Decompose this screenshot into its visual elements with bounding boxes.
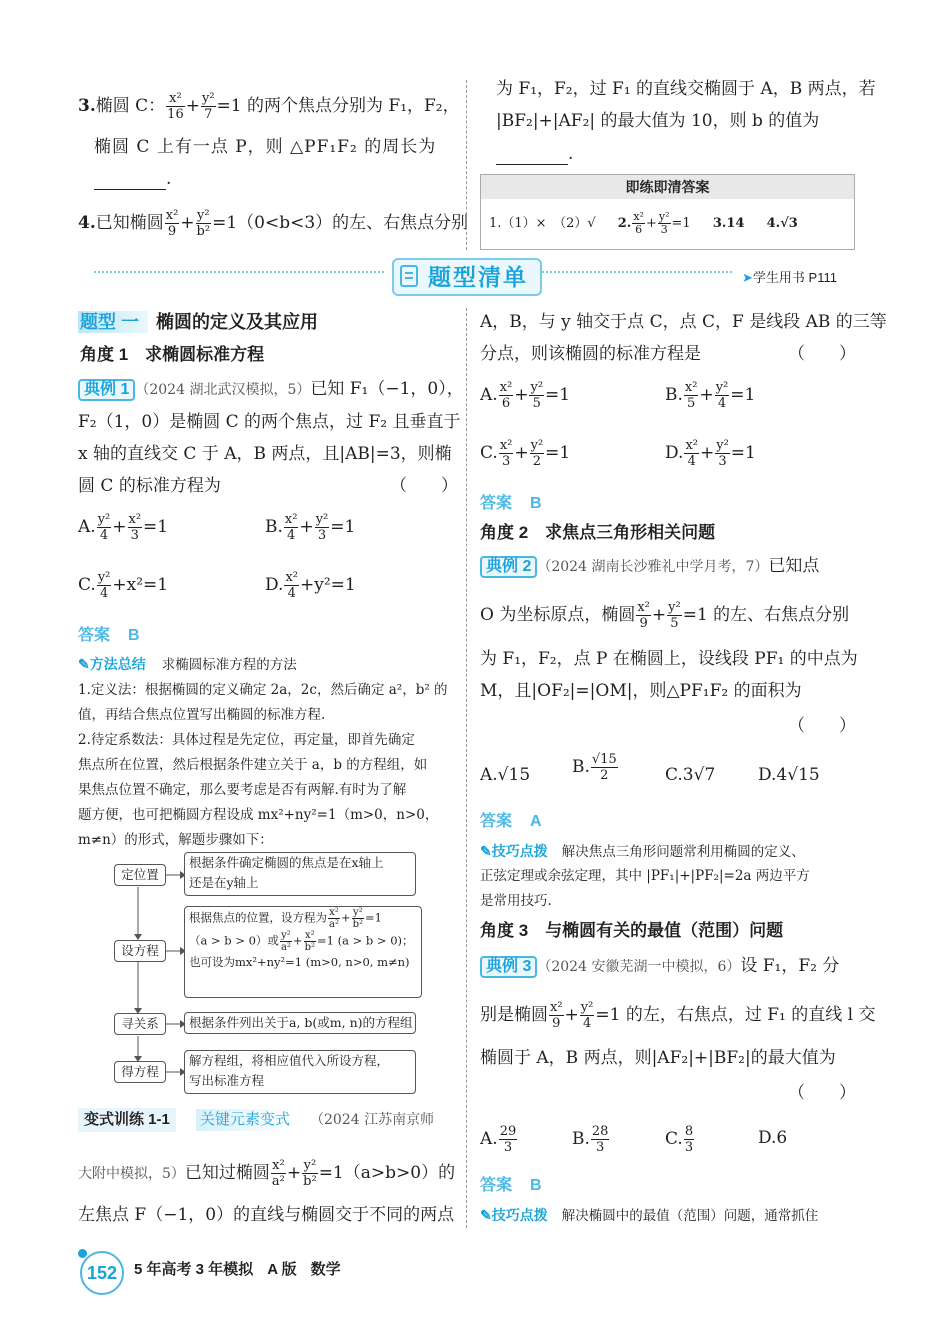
- ex1-option-c: C. $\frac{\text{y²}}{4}$ +x²=1: [78, 570, 169, 601]
- angle-3-heading: 角度 3 与椭圆有关的最值（范围）问题: [480, 921, 784, 940]
- method-line4: 焦点所在位置，然后根据条件建立关于 a，b 的方程组，如: [78, 757, 428, 773]
- flow-box-solve: 解方程组，将相应值代入所设方程， 写出标准方程: [184, 1050, 416, 1094]
- q4-line2: 为 F₁，F₂，过 F₁ 的直线交椭圆于 A，B 两点，若: [496, 79, 876, 99]
- method-line2: 值，再结合焦点位置写出椭圆的标准方程.: [78, 707, 326, 723]
- variant-option-a: A. $\frac{\text{x²}}{6}$ + $\frac{\text{y²}}{5}$ =1: [480, 380, 571, 411]
- variant-header: [78, 1108, 452, 1132]
- ex2-line2: O 为坐标原点，椭圆 $\frac{\text{x²}}{9}$ + $\frac{\text{y²}}{5}$ =1 的左、右焦点分别: [480, 600, 850, 631]
- variant-paren: （ ）: [788, 344, 856, 364]
- variant-label: 变式训练 1-1: [78, 1108, 176, 1132]
- type-title: 椭圆的定义及其应用: [156, 312, 318, 332]
- variant-tag: 关键元素变式: [196, 1109, 294, 1131]
- ex3-paren: （ ）: [788, 1083, 856, 1103]
- example-1-tag: 典例 1: [78, 379, 135, 401]
- ex1-line1: 典例 1 （2024 湖北武汉模拟，5）已知 F₁（−1，0），: [78, 378, 464, 401]
- variant-option-b: B. $\frac{\text{x²}}{5}$ + $\frac{\text{y²}}{4}$ =1: [665, 380, 756, 411]
- book-reference: ➤学生用书 P111: [742, 270, 837, 285]
- page-number-badge: [80, 1251, 124, 1295]
- method-summary-heading: ✎方法总结 求椭圆标准方程的方法: [78, 656, 297, 673]
- ex2-option-a: A.√15: [480, 765, 531, 785]
- pencil-icon: ✎: [480, 843, 492, 859]
- ex2-line4: M，且|OF₂|=|OM|，则△PF₁F₂ 的面积为: [480, 681, 802, 701]
- ex1-option-d: D. $\frac{\text{x²}}{4}$ +y²=1: [265, 570, 356, 601]
- flow-step-relation: 寻关系: [114, 1013, 166, 1035]
- flow-box-locate: 根据条件确定椭圆的焦点是在x轴上 还是在y轴上: [184, 852, 416, 896]
- pencil-icon: ✎: [480, 1207, 492, 1223]
- ex3-option-d: D.6: [758, 1128, 788, 1148]
- variant-line4: 分点，则该椭圆的标准方程是: [480, 344, 701, 364]
- column-divider: [466, 308, 467, 1228]
- method-line3: 2.待定系数法：具体过程是先定位，再定量，即首先确定: [78, 732, 415, 748]
- ex1-answer: 答案 B: [78, 627, 140, 644]
- variant-line2: 左焦点 F（−1，0）的直线与椭圆交于不同的两点: [78, 1205, 455, 1225]
- ex2-answer: 答案 A: [480, 813, 542, 830]
- ex2-option-b: B. $\frac{√15}{2}$: [572, 752, 617, 783]
- badge-dot: [78, 1249, 87, 1258]
- ex3-option-c: C. $\frac{8}{3}$: [665, 1124, 694, 1155]
- answer-box-content: 1.（1）× （2）√ 2. $\frac{\text{x²}}{6}$ + $\frac{\text{y²}}{3}$ =1 3.14 4.√3: [489, 210, 798, 236]
- book-title: 5 年高考 3 年模拟 A 版 数学: [134, 1261, 341, 1278]
- tip-1-line3: 是常用技巧.: [480, 893, 552, 909]
- example-3-tag: 典例 3: [480, 956, 537, 978]
- page-number: 152: [86, 1263, 118, 1283]
- ex1-option-b: B. $\frac{\text{x²}}{4}$ + $\frac{\text{y²}}{3}$ =1: [265, 512, 356, 543]
- ex2-line3: 为 F₁，F₂，点 P 在椭圆上，设线段 PF₁ 的中点为: [480, 649, 858, 669]
- flow-step-equation: 设方程: [114, 940, 166, 962]
- ex1-line3: x 轴的直线交 C 于 A，B 两点，且|AB|=3，则椭: [78, 444, 452, 464]
- method-line1: 1.定义法：根据椭圆的定义确定 2a，2c，然后确定 a²，b² 的: [78, 682, 448, 698]
- banner-title: 题型清单: [428, 264, 528, 290]
- type-label: 题型 一: [80, 312, 140, 332]
- ex3-line2: 别是椭圆 $\frac{\text{x²}}{9}$ + $\frac{\text{y²}}{4}$ =1 的左，右焦点，过 F₁ 的直线 l 交: [480, 1000, 876, 1031]
- method-line6: 题方便，也可把椭圆方程设成 mx²+ny²=1（m>0，n>0，: [78, 807, 439, 823]
- flow-box-equation: 根据焦点的位置，设方程为 $\frac{\text{x²}}{\text{a²}}$ + $\frac{\text{y²}}{\text{b²}}$ =1 （a > b > 0）或 $\frac{\text{y²}}{\text{a²}}$ + $\frac{\text{x²}}{\text{b²}}$ =1 (a > b > 0)； 也可设为mx²+ny²=1 (m>0, n>0, m≠n): [184, 906, 422, 998]
- ex1-option-a: A. $\frac{\text{y²}}{4}$ + $\frac{\text{x²}}{3}$ =1: [78, 512, 169, 543]
- ex3-line3: 椭圆于 A，B 两点，则|AF₂|+|BF₂|的最大值为: [480, 1048, 836, 1068]
- ex2-option-c: C.3√7: [665, 765, 716, 785]
- ex3-option-b: B. $\frac{28}{3}$: [572, 1124, 609, 1155]
- ex3-line1: 典例 3 （2024 安徽芜湖一中模拟，6）设 F₁，F₂ 分: [480, 955, 839, 978]
- example-2-tag: 典例 2: [480, 556, 537, 578]
- q3-line2: 椭圆 C 上有一点 P，则 △PF₁F₂ 的周长为: [94, 137, 437, 157]
- variant-source: （2024 江苏南京师: [310, 1112, 435, 1128]
- variant-option-d: D. $\frac{\text{x²}}{4}$ + $\frac{\text{y²}}{3}$ =1: [665, 438, 756, 469]
- flow-step-locate: 定位置: [114, 864, 166, 886]
- q3-line3: .: [94, 168, 171, 190]
- ex2-paren: （ ）: [788, 716, 856, 736]
- flow-step-solve: 得方程: [114, 1061, 166, 1083]
- column-divider-top: [466, 80, 467, 250]
- angle-2-heading: 角度 2 求焦点三角形相关问题: [480, 523, 716, 542]
- angle-1-heading: 角度 1 求椭圆标准方程: [80, 345, 265, 364]
- flow-box-relation: 根据条件列出关于a, b(或m, n)的方程组: [184, 1012, 416, 1034]
- ex1-line2: F₂（1，0）是椭圆 C 的两个焦点，过 F₂ 且垂直于: [78, 412, 461, 432]
- document-icon: [398, 264, 422, 290]
- answer-box-title: 即练即清答案: [481, 175, 854, 199]
- q3-line1: 3.椭圆 C： $\frac{\text{x²}}{16}$ + $\frac{\text{y²}}{7}$ =1 的两个焦点分别为 F₁，F₂，: [78, 91, 460, 122]
- q4-line3: |BF₂|+|AF₂| 的最大值为 10，则 b 的值为: [496, 111, 820, 131]
- q4-line1: 4.已知椭圆 $\frac{\text{x²}}{9}$ + $\frac{\text{y²}}{\text{b²}}$ =1（0<b<3）的左、右焦点分别: [78, 208, 469, 239]
- method-line7: m≠n）的形式，解题步骤如下：: [78, 832, 273, 848]
- answer-box: [480, 174, 855, 250]
- banner-title-box: [392, 258, 542, 296]
- ex2-option-d: D.4√15: [758, 765, 820, 785]
- tip-1-line2: 正弦定理或余弦定理，其中 |PF₁|+|PF₂|=2a 两边平方: [480, 868, 810, 884]
- variant-answer: 答案 B: [480, 495, 542, 512]
- tip-2-line1: ✎技巧点拨 解决椭圆中的最值（范围）问题，通常抓住: [480, 1207, 819, 1224]
- ex2-line1: 典例 2 （2024 湖南长沙雅礼中学月考，7）已知点: [480, 555, 819, 578]
- ex3-answer: 答案 B: [480, 1177, 542, 1194]
- method-line5: 果焦点位置不确定，那么要考虑是否有两解.有时为了解: [78, 782, 407, 798]
- tip-1-line1: ✎技巧点拨 解决焦点三角形问题常利用椭圆的定义、: [480, 843, 805, 860]
- ex1-line4: 圆 C 的标准方程为: [78, 476, 221, 496]
- q4-line4: .: [496, 143, 573, 165]
- ex3-option-a: A. $\frac{29}{3}$: [480, 1124, 517, 1155]
- variant-line1: 大附中模拟，5）已知过椭圆 $\frac{\text{x²}}{\text{a²}}$ + $\frac{\text{y²}}{\text{b²}}$ =1（a>b>0）的: [78, 1158, 456, 1189]
- ex1-paren: （ ）: [390, 476, 458, 496]
- pencil-icon: ✎: [78, 656, 90, 672]
- chevron-right-icon: ➤: [742, 270, 753, 285]
- variant-option-c: C. $\frac{\text{x²}}{3}$ + $\frac{\text{y²}}{2}$ =1: [480, 438, 571, 469]
- variant-line3: A，B，与 y 轴交于点 C，点 C，F 是线段 AB 的三等: [480, 312, 887, 332]
- banner-line-right: [542, 271, 732, 273]
- banner-line-left: [94, 271, 384, 273]
